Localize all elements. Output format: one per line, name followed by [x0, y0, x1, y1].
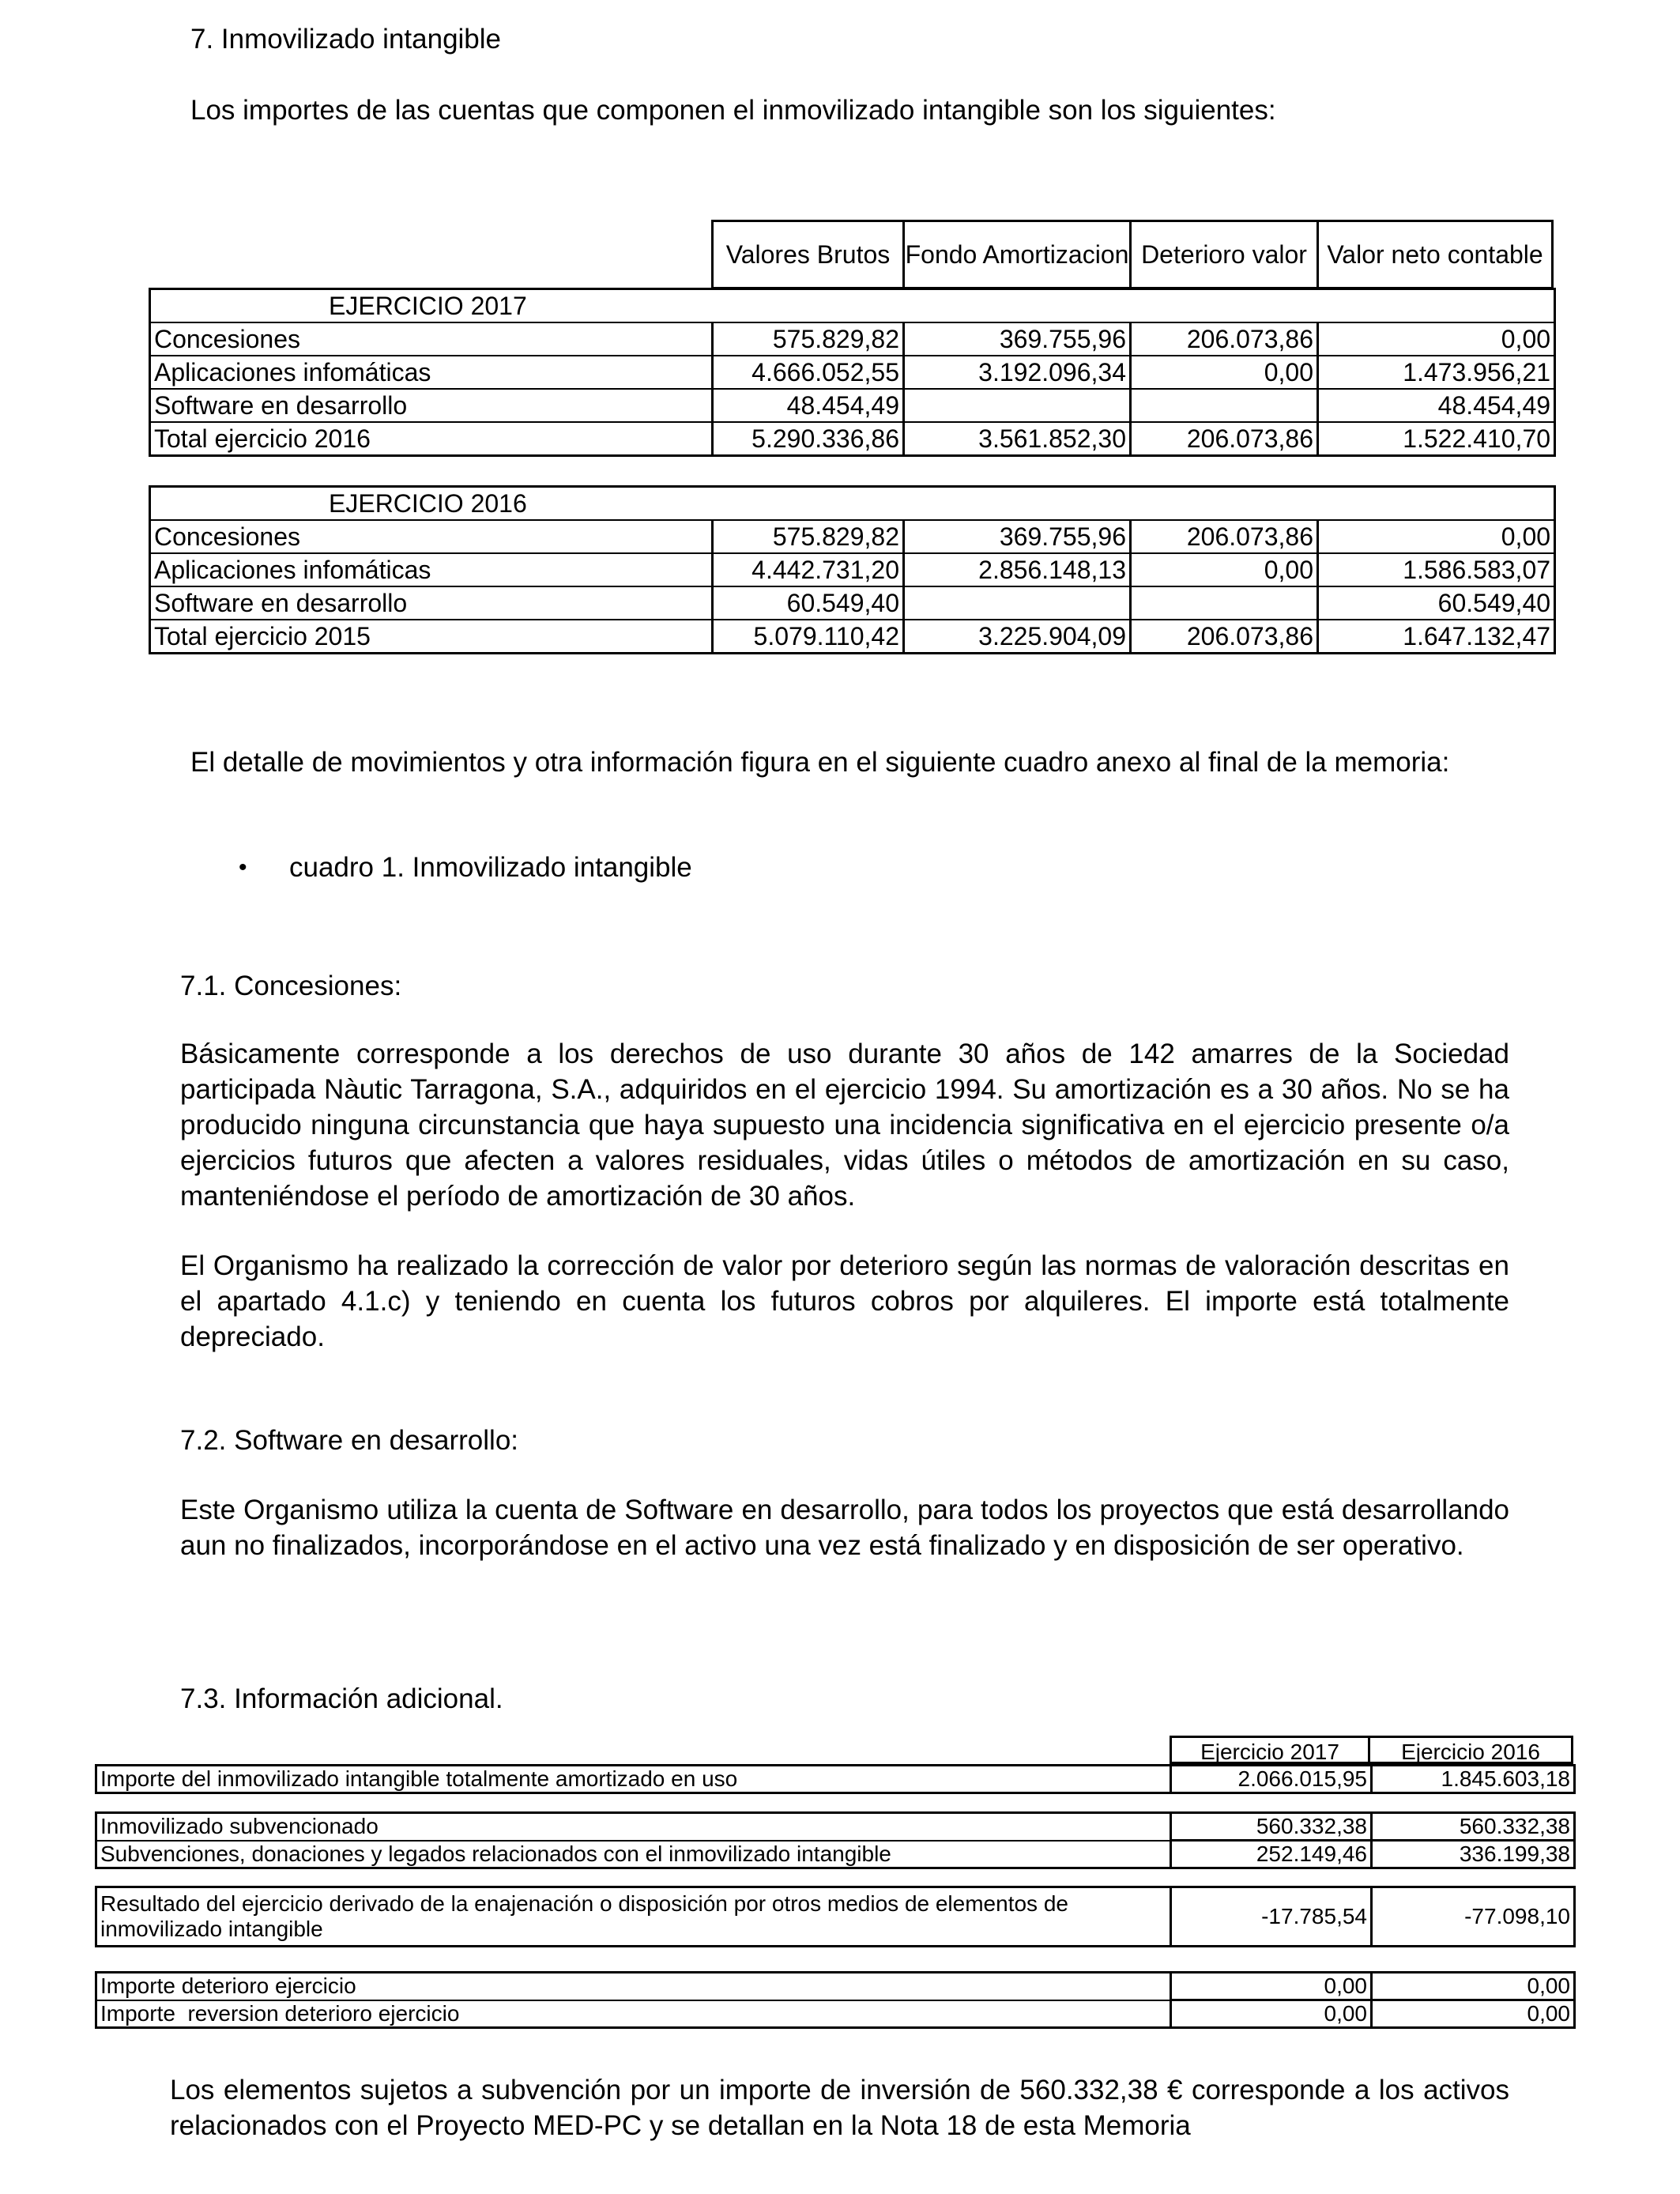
closing-paragraph: Los elementos sujetos a subvención por un importe de inversión de 560.332,38 € corresponde a los activos relacionados con el Proyecto MED-PC y se detallan en la Nota 18 de esta Memoria: [170, 2075, 1509, 2141]
section-72-heading: 7.2. Software en desarrollo:: [180, 1425, 519, 1456]
table-ejercicio-2017: [149, 288, 1556, 457]
table-row: Software en desarrollo 48.454,49 48.454,49: [150, 389, 1555, 422]
table-row: Resultado del ejercicio derivado de la enajenación o disposición por otros medios de elementos de inmovilizado intangible -17.785,54 -77.098,10: [96, 1887, 1575, 1947]
section-heading: 7. Inmovilizado intangible: [190, 24, 502, 55]
table-title: EJERCICIO 2016: [329, 489, 527, 518]
table-row: Importe reversion deterioro ejercicio 0,00 0,00: [96, 2000, 1575, 2028]
header-fondo-amortizacion: Fondo Amortizacion: [902, 220, 1132, 289]
col-header-ejercicio-2016: Ejercicio 2016: [1368, 1736, 1573, 1764]
info-table-deterioro: [95, 1971, 1576, 2029]
header-deterioro-valor: Deterioro valor: [1129, 220, 1319, 289]
table-ejercicio-2016: [149, 485, 1556, 654]
table-row: Inmovilizado subvencionado 560.332,38 560.332,38: [96, 1813, 1575, 1841]
table-row: Software en desarrollo 60.549,40 60.549,40: [150, 586, 1555, 620]
section-71-heading: 7.1. Concesiones:: [180, 971, 402, 1001]
table-total-row: Total ejercicio 2016 5.290.336,86 3.561.852,30 206.073,86 1.522.410,70: [150, 422, 1555, 456]
table-title: EJERCICIO 2017: [329, 292, 527, 320]
table-row: Subvenciones, donaciones y legados relacionados con el inmovilizado intangible 252.149,46 336.199,38: [96, 1841, 1575, 1868]
info-table-subvenciones: [95, 1811, 1576, 1869]
table-row: Concesiones 575.829,82 369.755,96 206.073,86 0,00: [150, 520, 1555, 553]
section-73-heading: 7.3. Información adicional.: [180, 1683, 503, 1714]
section-71-paragraph-1: Básicamente corresponde a los derechos de uso durante 30 años de 142 amarres de la Sociedad participada Nàutic Tarragona, S.A., adquiridos en el ejercicio 1994. Su amortización es a 30 años. No se ha producido ninguna circunstancia que haya supuesto una incidencia significativa en el ejercicio presente o/a ejercicios futuros que afecten a valores residuales, vidas útiles o métodos de amortización en su caso, manteniéndose el período de amortización de 30 años.: [180, 1039, 1509, 1212]
info-table-amortizado: [95, 1764, 1576, 1794]
info-table-resultado: [95, 1886, 1576, 1947]
intro-text: Los importes de las cuentas que componen el inmovilizado intangible son los siguientes:: [190, 95, 1276, 126]
header-valores-brutos: Valores Brutos: [711, 220, 905, 289]
table-row: Concesiones 575.829,82 369.755,96 206.073,86 0,00: [150, 322, 1555, 356]
table-total-row: Total ejercicio 2015 5.079.110,42 3.225.904,09 206.073,86 1.647.132,47: [150, 620, 1555, 654]
table-row: Importe deterioro ejercicio 0,00 0,00: [96, 1973, 1575, 2000]
table-row: Aplicaciones infomáticas 4.442.731,20 2.856.148,13 0,00 1.586.583,07: [150, 553, 1555, 586]
header-valor-neto-contable: Valor neto contable: [1317, 220, 1554, 289]
table-row: Importe del inmovilizado intangible totalmente amortizado en uso 2.066.015,95 1.845.603,18: [96, 1766, 1575, 1793]
section-72-paragraph: Este Organismo utiliza la cuenta de Software en desarrollo, para todos los proyectos que está desarrollando aun no finalizados, incorporándose en el activo una vez está finalizado y en disposición de ser operativo.: [180, 1495, 1509, 1561]
detalle-text: El detalle de movimientos y otra información figura en el siguiente cuadro anexo al final de la memoria:: [190, 747, 1450, 778]
bullet-item-cuadro-1: cuadro 1. Inmovilizado intangible: [289, 852, 692, 883]
bullet-icon: •: [239, 854, 247, 880]
col-header-ejercicio-2017: Ejercicio 2017: [1170, 1736, 1370, 1764]
section-71-paragraph-2: El Organismo ha realizado la corrección de valor por deterioro según las normas de valoración descritas en el apartado 4.1.c) y teniendo en cuenta los futuros cobros por alquileres. El importe está totalmente depreciado.: [180, 1250, 1509, 1352]
table-row: Aplicaciones infomáticas 4.666.052,55 3.192.096,34 0,00 1.473.956,21: [150, 356, 1555, 389]
